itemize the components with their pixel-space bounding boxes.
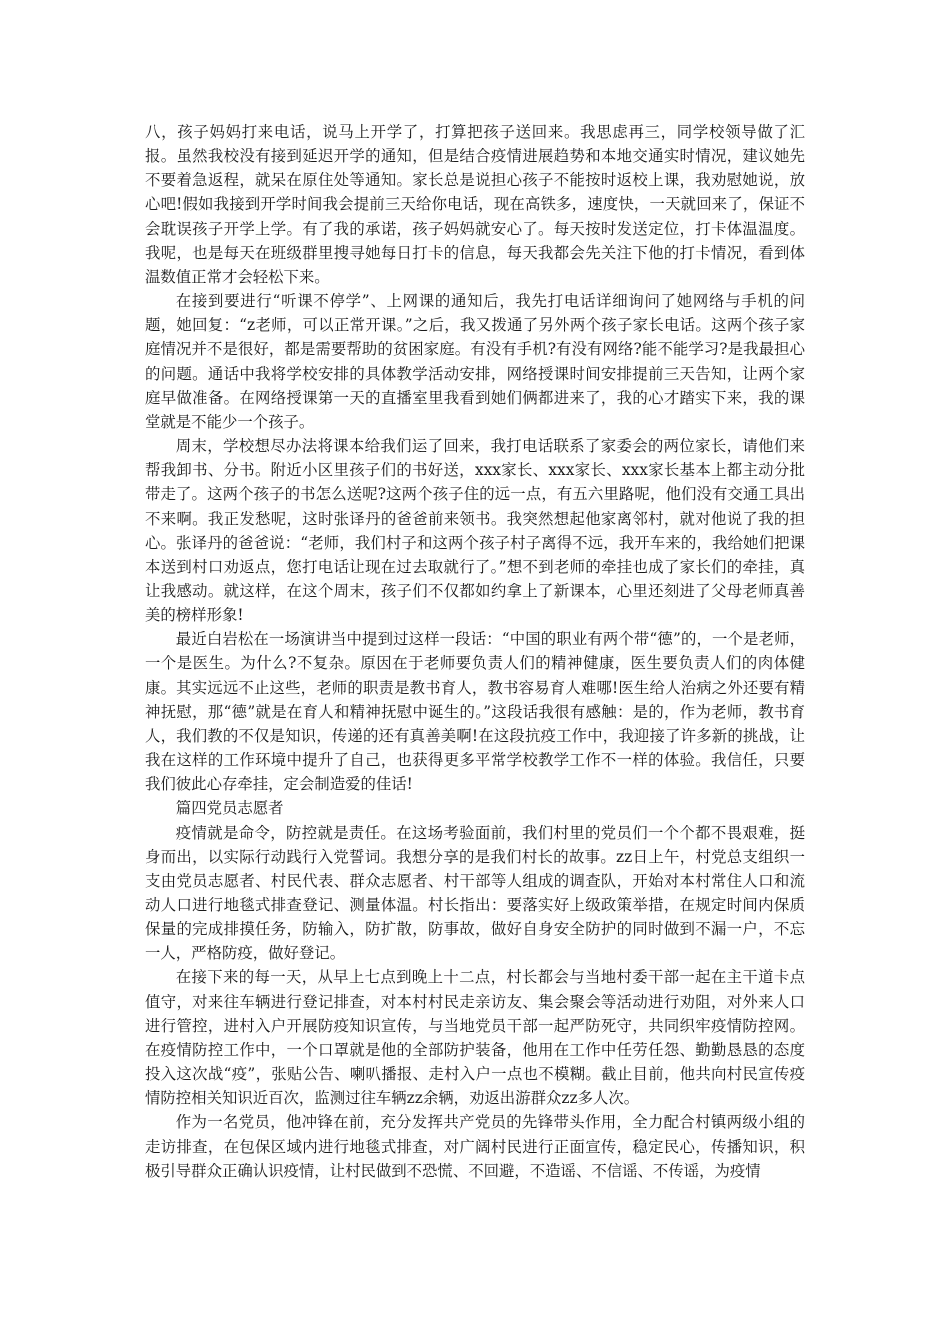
section-heading: 篇四党员志愿者 bbox=[175, 799, 284, 818]
paragraph-5: 疫情就是命令，防控就是责任。在这场考验面前，我们村里的党员们一个个都不畏艰难，挺身而出，以实际行动践行入党誓词。我想分享的是我们村长的故事。zz日上午，村党总支组织一支由党员志愿者、村民代表、群众志愿者、村干部等人组成的调查队，开始对本村常住人口和流动人口进行地毯式排查登记、测量体温。村长指出：要落实好上级政策举措，在规定时间内保质保量的完成排摸任务，防输入，防扩散，防事故，做好自身安全防护的同时做到不漏一户，不忘一人，严格防疫，做好登记。 bbox=[145, 823, 805, 963]
paragraph-6: 在接下来的每一天，从早上七点到晚上十二点，村长都会与当地村委干部一起在主干道卡点值守，对来往车辆进行登记排查，对本村村民走亲访友、集会聚会等活动进行劝阻，对外来人口进行管控，进村入户开展防疫知识宣传，与当地党员干部一起严防死守，共同织牢疫情防控网。在疫情防控工作中，一个口罩就是他的全部防护装备，他用在工作中任劳任怨、勤勤恳恳的态度投入这次战“疫”，张贴公告、喇叭播报、走村入户一点也不模糊。截止目前，他共向村民宣传疫情防控相关知识近百次，监测过往车辆zz余辆，劝返出游群众zz多人次。 bbox=[145, 968, 805, 1108]
paragraph-7: 作为一名党员，他冲锋在前，充分发挥共产党员的先锋带头作用，全力配合村镇两级小组的走访排查，在包保区域内进行地毯式排查，对广阔村民进行正面宣传，稳定民心，传播知识，积极引导群众正确认识疫情，让村民做到不恐慌、不回避，不造谣、不信谣、不传谣，为疫情 bbox=[145, 1113, 805, 1180]
paragraph-4: 最近白岩松在一场演讲当中提到过这样一段话：“中国的职业有两个带“德”的，一个是老师，一个是医生。为什么?不复杂。原因在于老师要负责人们的精神健康，医生要负责人们的肉体健康。其实远远不止这些，老师的职责是教书育人，教书容易育人难哪!医生给人治病之外还要有精神抚慰，那“德”就是在育人和精神抚慰中诞生的。”这段话我很有感触：是的，作为老师，教书育人，我们教的不仅是知识，传递的还有真善美啊!在这段抗疫工作中，我迎接了许多新的挑战，让我在这样的工作环境中提升了自己，也获得更多平常学校教学工作不一样的体验。我信任，只要我们彼此心存牵挂，定会制造爱的佳话! bbox=[145, 630, 805, 794]
paragraph-2: 在接到要进行“听课不停学”、上网课的通知后，我先打电话详细询问了她网络与手机的问题，她回复：“z老师，可以正常开课。”之后，我又拨通了另外两个孩子家长电话。这两个孩子家庭情况并不是很好，都是需要帮助的贫困家庭。有没有手机?有没有网络?能不能学习?是我最担心的问题。通话中我将学校安排的具体教学活动安排，网络授课时间安排提前三天告知，让两个家庭早做准备。在网络授课第一天的直播室里我看到她们俩都进来了，我的心才踏实下来，我的课堂就是不能少一个孩子。 bbox=[145, 292, 805, 431]
paragraph-1: 八，孩子妈妈打来电话，说马上开学了，打算把孩子送回来。我思虑再三，同学校领导做了汇报。虽然我校没有接到延迟开学的通知，但是结合疫情进展趋势和本地交通实时情况，建议她先不要着急返程，就呆在原住处等通知。家长总是说担心孩子不能按时返校上课，我劝慰她说，放心吧!假如我接到开学时间我会提前三天给你电话，现在高铁多，速度快，一天就回来了，保证不会耽误孩子开学上学。有了我的承诺，孩子妈妈就安心了。每天按时发送定位，打卡体温温度。我呢，也是每天在班级群里搜寻她每日打卡的信息，每天我都会先关注下他的打卡情况，看到体温数值正常才会轻松下来。 bbox=[145, 123, 805, 286]
document-body bbox=[145, 120, 805, 1183]
paragraph-3: 周末，学校想尽办法将课本给我们运了回来，我打电话联系了家委会的两位家长，请他们来帮我卸书、分书。附近小区里孩子们的书好送，xxx家长、xxx家长、xxx家长基本上都主动分批带走了。这两个孩子的书怎么送呢?这两个孩子住的远一点，有五六里路呢，他们没有交通工具出不来啊。我正发愁呢，这时张译丹的爸爸前来领书。我突然想起他家离邻村，就对他说了我的担心。张译丹的爸爸说：“老师，我们村子和这两个孩子村子离得不远，我开车来的，我给她们把课本送到村口劝返点，您打电话让现在过去取就行了。”想不到老师的牵挂也成了家长们的牵挂，真让我感动。就这样，在这个周末，孩子们不仅都如约拿上了新课本，心里还刻进了父母老师真善美的榜样形象! bbox=[145, 437, 805, 625]
